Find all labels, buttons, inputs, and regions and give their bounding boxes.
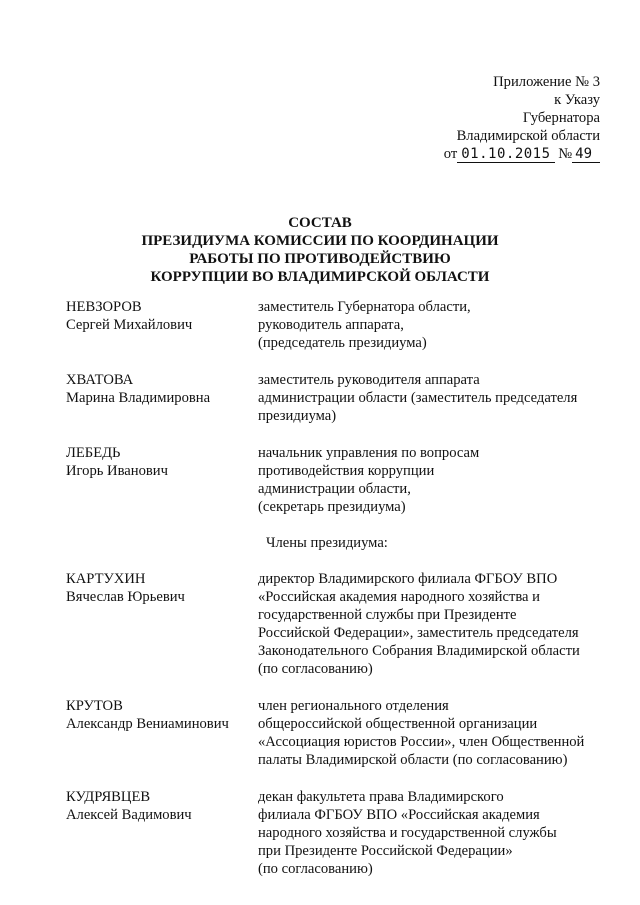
role-line: (председатель президиума)	[258, 335, 427, 351]
role-line: декан факультета права Владимирского	[258, 789, 504, 805]
appendix-decree: к Указу	[554, 92, 600, 108]
person-role	[258, 444, 606, 516]
given-name: Алексей Вадимович	[66, 807, 192, 823]
document-title	[0, 214, 640, 286]
title-line-3: РАБОТЫ ПО ПРОТИВОДЕЙСТВИЮ	[189, 251, 451, 267]
person-name	[66, 298, 258, 352]
person-role	[258, 570, 606, 678]
appendix-number: Приложение № 3	[493, 74, 600, 90]
role-line: филиала ФГБОУ ВПО «Российская академия	[258, 807, 540, 823]
appendix-governor: Губернатора	[522, 110, 600, 126]
role-line: (по согласованию)	[258, 661, 373, 677]
decree-date: 01.10.2015	[457, 146, 554, 163]
appendix-region: Владимирской области	[456, 128, 600, 144]
date-prefix: от	[443, 146, 458, 162]
surname: КРУТОВ	[66, 698, 123, 714]
role-line: заместитель руководителя аппарата	[258, 372, 480, 388]
role-line: заместитель Губернатора области,	[258, 299, 471, 315]
role-line: общероссийской общественной организации	[258, 716, 538, 732]
role-line: директор Владимирского филиала ФГБОУ ВПО	[258, 571, 558, 587]
appendix-date-line	[444, 145, 600, 163]
person-role	[258, 697, 606, 769]
list-item	[66, 444, 606, 516]
title-line-4: КОРРУПЦИИ ВО ВЛАДИМИРСКОЙ ОБЛАСТИ	[150, 269, 490, 285]
role-line: Законодательного Собрания Владимирской области	[258, 643, 580, 659]
person-name	[66, 371, 258, 425]
member-list	[66, 298, 606, 878]
given-name: Вячеслав Юрьевич	[66, 589, 185, 605]
surname: КУДРЯВЦЕВ	[66, 789, 151, 805]
given-name: Сергей Михайлович	[66, 317, 193, 333]
role-line: при Президенте Российской Федерации»	[258, 843, 513, 859]
person-role	[258, 788, 606, 878]
role-line: государственной службы при Президенте	[258, 607, 517, 623]
surname: НЕВЗОРОВ	[66, 299, 142, 315]
role-line: (по согласованию)	[258, 861, 373, 877]
surname: ЛЕБЕДЬ	[66, 445, 121, 461]
decree-number: 49	[572, 146, 600, 163]
person-name	[66, 697, 258, 769]
role-line: (секретарь президиума)	[258, 499, 406, 515]
person-name	[66, 570, 258, 678]
role-line: палаты Владимирской области (по согласованию)	[258, 752, 568, 768]
person-role	[258, 298, 606, 352]
role-line: начальник управления по вопросам	[258, 445, 480, 461]
role-line: администрации области,	[258, 481, 411, 497]
list-item	[66, 697, 606, 769]
person-role	[258, 371, 606, 425]
role-line: «Российская академия народного хозяйства и	[258, 589, 540, 605]
role-line: противодействия коррупции	[258, 463, 435, 479]
list-item	[66, 788, 606, 878]
number-prefix: №	[558, 146, 573, 162]
person-name	[66, 788, 258, 878]
title-line-2: ПРЕЗИДИУМА КОМИССИИ ПО КООРДИНАЦИИ	[141, 233, 499, 249]
list-item	[66, 298, 606, 352]
list-item	[66, 570, 606, 678]
given-name: Александр Вениаминович	[66, 716, 229, 732]
role-line: президиума)	[258, 408, 337, 424]
given-name: Марина Владимировна	[66, 390, 211, 406]
list-item	[66, 371, 606, 425]
role-line: член регионального отделения	[258, 698, 449, 714]
title-line-1: СОСТАВ	[288, 215, 352, 231]
role-line: народного хозяйства и государственной службы	[258, 825, 557, 841]
surname: ХВАТОВА	[66, 372, 134, 388]
surname: КАРТУХИН	[66, 571, 146, 587]
members-section-label: Члены президиума:	[266, 535, 388, 551]
person-name	[66, 444, 258, 516]
appendix-header	[444, 73, 600, 163]
role-line: руководитель аппарата,	[258, 317, 404, 333]
given-name: Игорь Иванович	[66, 463, 168, 479]
role-line: «Ассоциация юристов России», член Общественной	[258, 734, 585, 750]
role-line: Российской Федерации», заместитель председателя	[258, 625, 579, 641]
role-line: администрации области (заместитель председателя	[258, 390, 578, 406]
